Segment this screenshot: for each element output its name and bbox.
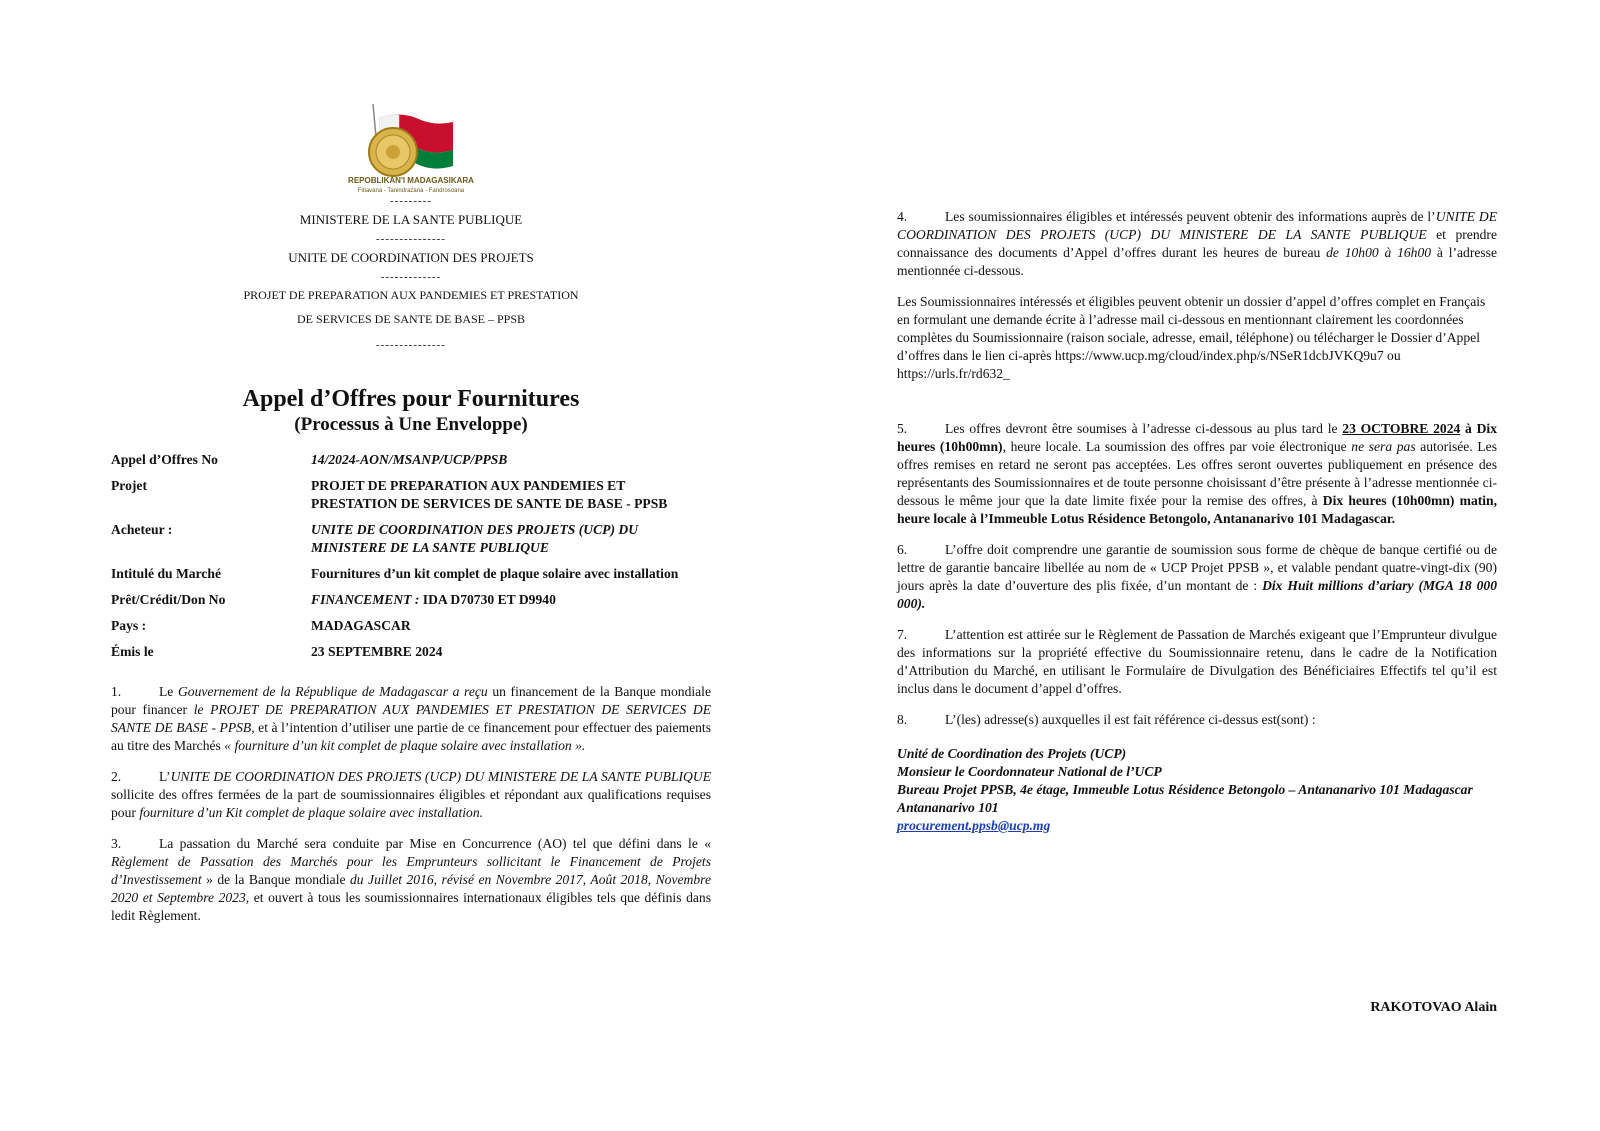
text: , heure locale. La soumission des offres par voie électronique <box>1002 439 1352 454</box>
text: La passation du Marché sera conduite par Mise en Concurrence (AO) tel que défini dans le « <box>159 836 711 851</box>
text: Le <box>159 684 178 699</box>
paragraph-6 <box>897 541 1497 613</box>
text: Dix heures (10h00mn) matin, heure locale <box>897 493 1498 526</box>
info-row <box>111 477 711 513</box>
info-row <box>111 591 711 609</box>
address-line: Antananarivo 101 <box>897 800 999 815</box>
paragraph-number: 7. <box>897 627 908 642</box>
paragraph-5 <box>897 420 1497 528</box>
text: UNITE DE COORDINATION DES PROJETS (UCP) DU MINISTERE DE LA SANTE PUBLIQUE <box>897 209 1498 242</box>
document-title: Appel d’Offres pour Fournitures <box>242 386 580 412</box>
info-value: 23 SEPTEMBRE 2024 <box>311 644 443 659</box>
info-label: Projet <box>111 478 147 493</box>
project-name-line-1: PROJET DE PREPARATION AUX PANDEMIES ET PRESTATION <box>243 288 579 302</box>
tender-info-table <box>111 451 711 661</box>
paragraph-8 <box>897 711 1497 729</box>
text: à Dix heures (10h00mn) <box>897 421 1497 454</box>
paragraph-number: 8. <box>897 712 908 727</box>
info-value <box>311 591 711 609</box>
project-name-line-2: DE SERVICES DE SANTE DE BASE – PPSB <box>296 312 526 326</box>
paragraph-number: 2. <box>111 769 122 784</box>
separator: --------- <box>390 195 432 207</box>
text: et à l’intention d’utiliser une partie de ce financement pour effectuer des paiements au titre des Marchés <box>111 720 711 753</box>
info-label: Appel d’Offres No <box>111 452 218 467</box>
info-value: Fournitures d’un kit complet de plaque solaire avec installation <box>311 566 679 581</box>
info-value-italic: FINANCEMENT : <box>311 592 420 607</box>
logo-caption: REPOBLIKAN'I MADAGASIKARA <box>348 176 474 185</box>
paragraph-number: 1. <box>111 684 122 699</box>
address-line: Bureau Projet PPSB, 4e étage, Immeuble Lotus Résidence Betongolo – Antananarivo 101 Madagascar <box>897 782 1473 797</box>
guarantee-amount: Dix Huit millions d’ariary (MGA 18 000 000). <box>897 578 1497 611</box>
info-row <box>111 451 711 469</box>
text: fourniture d’un Kit complet de plaque solaire avec installation. <box>139 805 484 820</box>
paragraph-7 <box>897 626 1497 698</box>
info-value: PROJET DE PREPARATION AUX PANDEMIES ET PRESTATION DE SERVICES DE SANTE DE BASE - PPSB <box>311 478 668 511</box>
letterhead <box>111 100 711 351</box>
ucp-name: UNITE DE COORDINATION DES PROJETS <box>288 250 534 265</box>
info-row <box>111 521 711 557</box>
text: « fourniture d’un kit complet de plaque solaire avec installation ». <box>224 738 586 753</box>
text: le PROJET DE PREPARATION AUX PANDEMIES ET PRESTATION DE SERVICES DE SANTE DE BASE - PPSB, <box>111 702 712 735</box>
text: Gouvernement de la République de Madagascar a reçu <box>177 684 488 699</box>
text: de 10h00 à 16h00 <box>1326 245 1432 260</box>
republic-seal-logo <box>321 100 501 195</box>
info-row <box>111 643 711 661</box>
text: L’attention est attirée sur le Règlement de Passation de Marchés exigeant que l’Emprunteur divulgue des informations sur la propriété effective du Soumissionnaire retenu, dans le cadre de la Notification d’Attribution du Marché, en utilisant le Formulaire de Divulgation des Bénéficiaires Effectifs tel qu’il est inclus dans le document d’appel d’offres. <box>897 627 1497 696</box>
info-value: 14/2024-AON/MSANP/UCP/PPSB <box>311 452 508 467</box>
info-row <box>111 617 711 635</box>
text: à l’Immeuble Lotus Résidence Betongolo, Antananarivo 101 Madagascar. <box>966 511 1396 526</box>
info-label: Intitulé du Marché <box>111 566 222 581</box>
text: sollicite des offres fermées de la part de soumissionnaires éligibles et répondant aux qualifications requises pour <box>111 787 711 820</box>
text: autorisée. Les offres remises en retard ne seront pas acceptées. Les offres seront ouvertes publiquement en présence des représentants des Soumissionnaires et de toute personne choisissant d’être présente à l’adresse mentionnée ci-dessous le même jour que la date limite fixée pour la remise des offres, à <box>897 439 1497 508</box>
right-column <box>897 208 1497 835</box>
left-column <box>111 100 711 938</box>
paragraph-2 <box>111 768 711 822</box>
text: et ouvert à tous les soumissionnaires internationaux éligibles tels que définis dans ledit Règlement. <box>111 890 711 923</box>
text: un financement de la Banque mondiale pour financer <box>111 684 711 717</box>
text: L’offre doit comprendre une garantie de soumission sous forme de chèque de banque certifié ou de lettre de garantie bancaire libellée au nom de « UCP Projet PPSB », et valable pendant quatre-vingt-dix (90) jours après la date d’ouverture des plis fixée, d’un montant de : <box>897 542 1497 593</box>
text: et prendre connaissance des documents d’Appel d’offres durant les heures de bureau <box>897 227 1497 260</box>
info-label: Prêt/Crédit/Don No <box>111 592 226 607</box>
text: ne sera pas <box>1351 439 1416 454</box>
paragraph-4 <box>897 208 1497 280</box>
info-value-rest: IDA D70730 ET D9940 <box>419 592 556 607</box>
info-row <box>111 565 711 583</box>
text: UNITE DE COORDINATION DES PROJETS (UCP) DU MINISTERE DE LA SANTE PUBLIQUE <box>170 769 711 784</box>
info-value: MADAGASCAR <box>311 618 411 633</box>
document-subtitle: (Processus à Une Enveloppe) <box>294 414 528 435</box>
text: du Juillet 2016, révisé en Novembre 2017, Août 2018, Novembre 2020 et Septembre 2023, <box>111 872 711 905</box>
address-line: Unité de Coordination des Projets (UCP) <box>897 746 1127 761</box>
text: Règlement de Passation des Marchés pour les Emprunteurs sollicitant le Financement de Projets d’Investissement <box>111 854 711 887</box>
email-link[interactable]: procurement.ppsb@ucp.mg <box>897 818 1051 833</box>
text: L’ <box>159 769 171 784</box>
info-label: Pays : <box>111 618 147 633</box>
text: Les soumissionnaires éligibles et intéressés peuvent obtenir des informations auprès de l’ <box>945 209 1436 224</box>
paragraph-3 <box>111 835 711 925</box>
separator: --------------- <box>376 233 446 245</box>
text: à l’adresse mentionnée ci-dessous. <box>897 245 1498 278</box>
paragraph-number: 3. <box>111 836 122 851</box>
logo-motto: Fitiavana - Tanindrazana - Fandrosoana <box>357 188 465 194</box>
info-label: Émis le <box>111 644 154 659</box>
paragraph-number: 5. <box>897 421 908 436</box>
signature-name: RAKOTOVAO Alain <box>1370 1000 1497 1015</box>
info-value: UNITE DE COORDINATION DES PROJETS (UCP) DU MINISTERE DE LA SANTE PUBLIQUE <box>311 522 639 555</box>
paragraph-number: 6. <box>897 542 908 557</box>
ministry-name: MINISTERE DE LA SANTE PUBLIQUE <box>299 212 523 227</box>
separator: --------------- <box>376 339 446 351</box>
text: » de la Banque mondiale <box>201 872 350 887</box>
separator: ------------- <box>380 271 442 283</box>
deadline-date: 23 OCTOBRE 2024 <box>1342 421 1461 436</box>
address-line: Monsieur le Coordonnateur National de l’UCP <box>897 764 1162 779</box>
paragraph-number: 4. <box>897 209 908 224</box>
contact-address <box>897 745 1497 835</box>
info-label: Acheteur : <box>111 522 173 537</box>
paragraph-1 <box>111 683 711 755</box>
text: Les offres devront être soumises à l’adresse ci-dessous au plus tard le <box>945 421 1343 436</box>
paragraph-4b: Les Soumissionnaires intéressés et éligibles peuvent obtenir un dossier d’appel d’offres complet en Français en formulant une demande écrite à l’adresse mail ci-dessous en mentionnant clairement les coordonnées complètes du Soumissionnaire (raison sociale, adresse, email, téléphone) ou télécharger le Dossier d’Appel d’offres dans le lien ci-après https://www.ucp.mg/cloud/index.php/s/NSeR1dcbJVKQ9u7 ou https://urls.fr/rd632_ <box>897 294 1486 381</box>
text: L’(les) adresse(s) auxquelles il est fait référence ci-dessus est(sont) : <box>945 712 1316 727</box>
